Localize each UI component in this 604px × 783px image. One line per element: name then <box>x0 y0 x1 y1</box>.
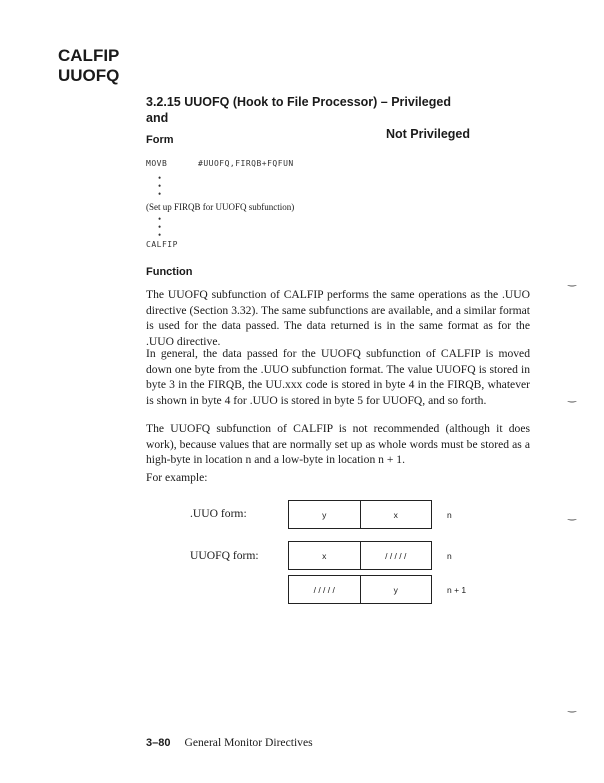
footer-title: General Monitor Directives <box>184 736 313 749</box>
code-comment: (Set up FIRQB for UUOFQ subfunction) <box>146 202 295 212</box>
uuo-location: n <box>447 510 452 520</box>
uuofq-word-box-2 <box>288 575 432 604</box>
paragraph-3: The UUOFQ subfunction of CALFIP is not recommended (although it does work), because values that are normally set up as whole words must be stored as a high-byte in location n and a low-byte in location n + 1. <box>146 422 530 466</box>
uuo-form-label: .UUO form: <box>190 507 247 520</box>
page-footer <box>146 736 313 749</box>
ellipsis-dot: • <box>158 181 162 191</box>
page-number: 3–80 <box>146 737 171 749</box>
section-title-line1: 3.2.15 UUOFQ (Hook to File Processor) – Privileged and <box>146 95 451 125</box>
uuofq-row1-left: x <box>322 550 327 561</box>
paragraph-1: The UUOFQ subfunction of CALFIP performs the same operations as the .UUO directive (Section 3.32). The same subfunctions are available, and a similar format is used for the data passed. The data returned is in the same format as for the .UUO directive. <box>146 288 530 348</box>
scan-margin-mark: ‿ <box>568 510 577 521</box>
section-title <box>146 94 470 142</box>
uuofq-location-2: n + 1 <box>447 585 467 595</box>
page-header <box>58 46 119 86</box>
paragraph-4: For example: <box>146 471 208 484</box>
uuo-high-byte: y <box>322 509 327 520</box>
uuo-low-byte: x <box>360 501 432 528</box>
code-line-movb <box>146 159 294 168</box>
uuofq-row2-right: y <box>360 576 432 603</box>
scan-margin-mark: ‿ <box>568 702 577 713</box>
uuofq-form-label: UUOFQ form: <box>190 549 259 562</box>
uuofq-word-box-1 <box>288 541 432 570</box>
code-operand: #UUOFQ,FIRQB+FQFUN <box>198 159 294 168</box>
uuofq-row2-left: / / / / / <box>313 584 335 595</box>
code-mnemonic: MOVB <box>146 159 168 168</box>
header-calfip: CALFIP <box>58 46 120 65</box>
scan-margin-mark: ‿ <box>568 276 577 287</box>
header-uuofq: UUOFQ <box>58 66 120 85</box>
section-title-line2: Not Privileged <box>385 127 470 141</box>
ellipsis-dot: • <box>158 222 162 232</box>
ellipsis-dot: • <box>158 214 162 224</box>
scan-margin-mark: ‿ <box>568 392 577 403</box>
ellipsis-dot: • <box>158 230 162 240</box>
form-heading: Form <box>146 134 174 146</box>
ellipsis-dot: • <box>158 189 162 199</box>
function-heading: Function <box>146 266 193 278</box>
code-line-calfip: CALFIP <box>146 240 178 249</box>
uuofq-row1-right: / / / / / <box>360 542 432 569</box>
ellipsis-dot: • <box>158 173 162 183</box>
uuofq-location-1: n <box>447 551 452 561</box>
uuo-word-box <box>288 500 432 529</box>
paragraph-2: In general, the data passed for the UUOFQ subfunction of CALFIP is moved down one byte from the .UUO subfunction format. The value UUOFQ is stored in byte 3 in the FIRQB, the UU.xxx code is stored in byte 4 in the FIRQB, whatever is shown in byte 4 for .UUO is stored in byte 5 for UUOFQ, and so forth. <box>146 347 530 407</box>
